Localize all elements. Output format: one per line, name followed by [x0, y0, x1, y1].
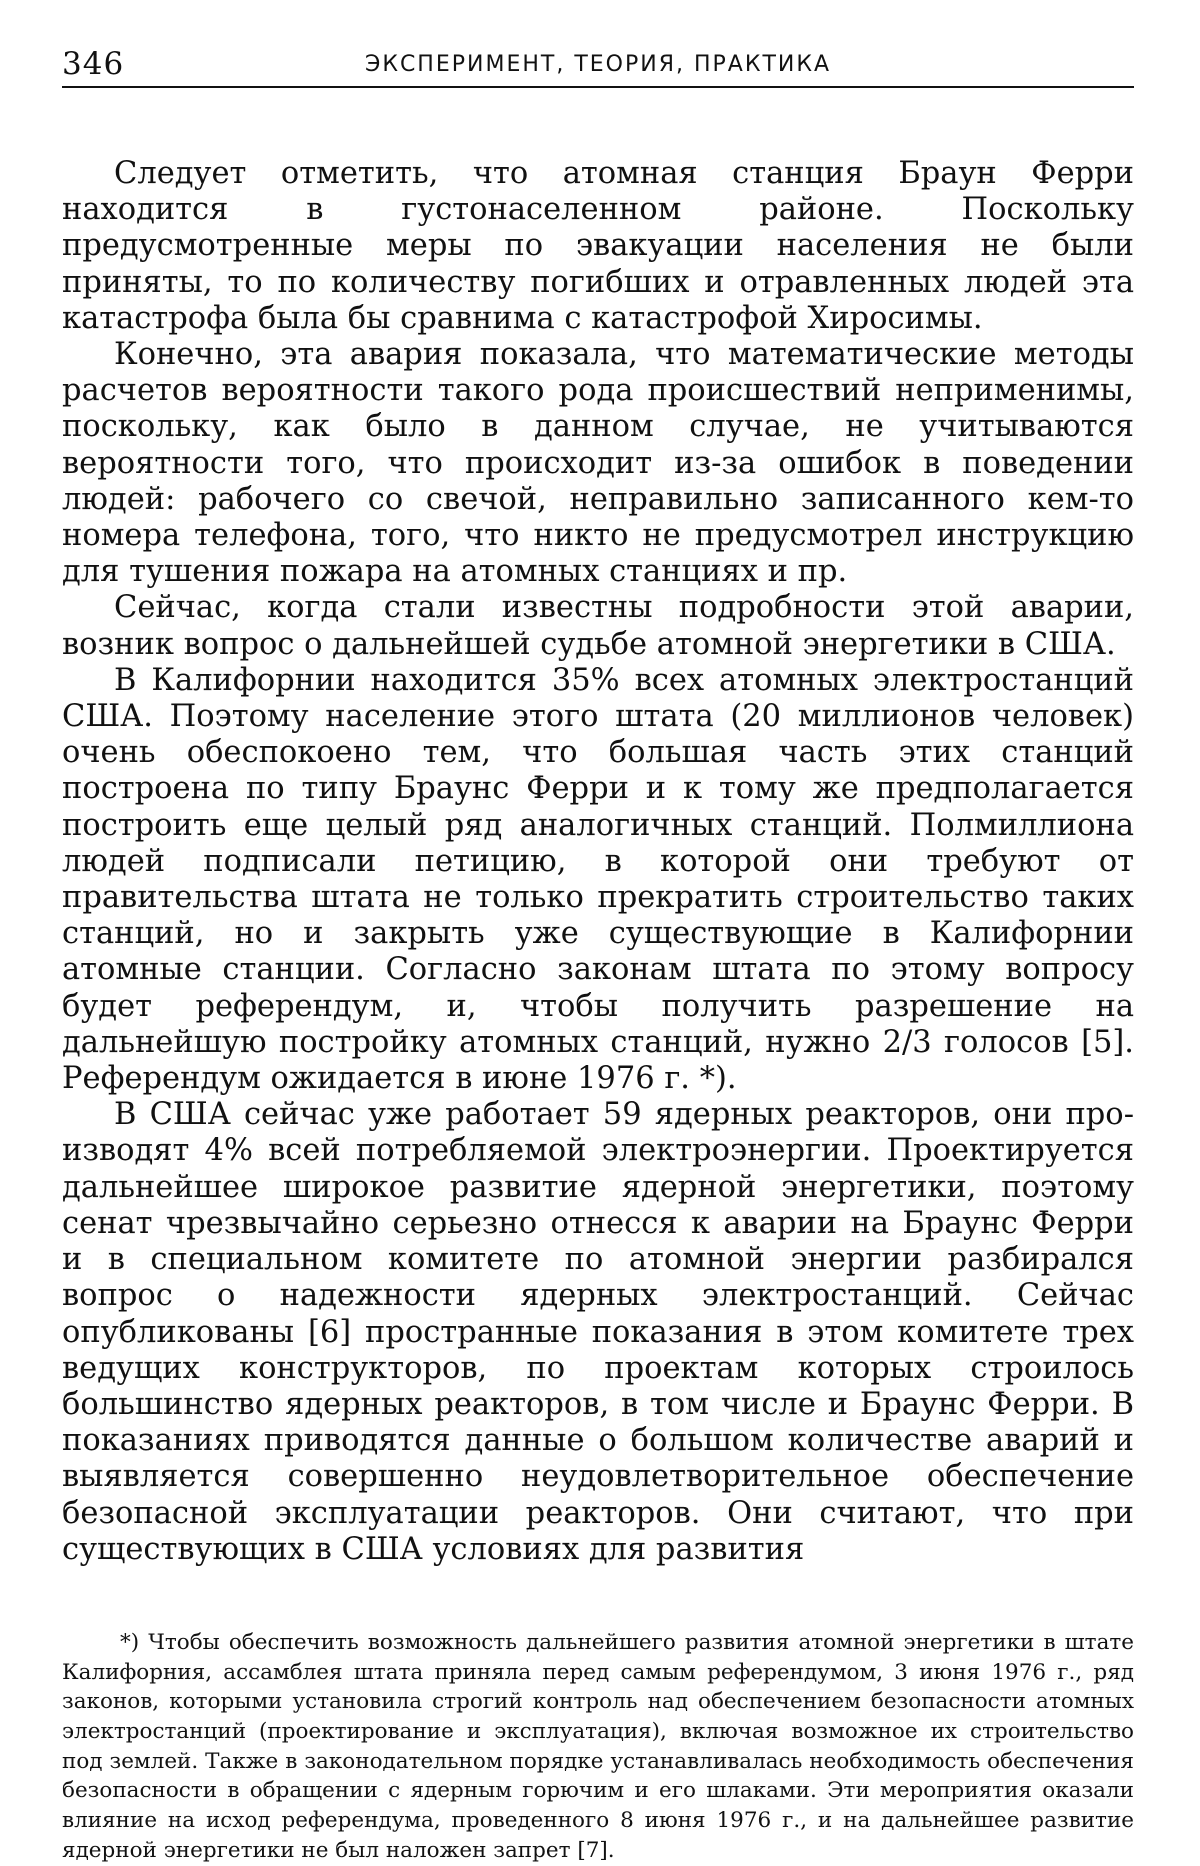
- paragraph: Конечно, эта авария показала, что математические методы расчетов вероятности такого рода происшествий неприменимы, поскольку, как было в данном случае, не учитываются вероятности того, что происходит из-за ошибок в поведении людей: рабочего со свечой, неправильно записанного кем-то номера телефона, того, что никто не предусмотрел инструкцию для тушения пожара на атомных станциях и пр.: [62, 337, 1134, 590]
- running-title: ЭКСПЕРИМЕНТ, ТЕОРИЯ, ПРАКТИКА: [364, 52, 832, 77]
- page-number: 346: [62, 46, 125, 82]
- book-page: [62, 40, 1134, 1866]
- paragraph: Следует отметить, что атомная станция Браун Ферри находится в густонаселенном районе. Поскольку предусмотренные меры по эвакуации населения не были приняты, то по количеству погибших и отравленных людей эта катастрофа была бы сравнима с катастрофой Хиросимы.: [62, 156, 1134, 336]
- paragraph: Сейчас, когда стали известны подробности этой аварии, возник вопрос о дальнейшей судьбе атомной энергетики в США.: [62, 590, 1134, 662]
- paragraph: В США сейчас уже работает 59 ядерных реакторов, они производят 4% всей потребляемой электроэнергии. Проектируется дальнейшее широкое развитие ядерной энергетики, поэтому сенат чрезвычайно серьезно отнесся к аварии на Браунс Ферри и в специальном комитете по атомной энергии разбирался вопрос о надежности ядерных электростанций. Сейчас опубликованы [6] пространные показания в этом комитете трех ведущих конструкторов, по проектам которых строилось большинство ядерных реакторов, в том числе и Браунс Ферри. В показаниях приводятся данные о большом количестве аварий и выявляется совершенно неудовлетворительное обеспечение безопасной эксплуатации реакторов. Они считают, что при существующих в США условиях для развития: [62, 1097, 1134, 1567]
- paragraph: В Калифорнии находится 35% всех атомных электростанций США. Поэтому население этого штата (20 миллионов человек) очень обеспокоено тем, что большая часть этих станций построена по типу Браунс Ферри и к тому же предполагается построить еще целый ряд аналогичных станций. Полмиллиона людей подписали петицию, в которой они требуют от правительства штата не только прекратить строительство таких станций, но и закрыть уже существующие в Калифорнии атомные станции. Согласно законам штата по этому вопросу будет референдум, и, чтобы получить разрешение на дальнейшую постройку атомных станций, нужно 2/3 голосов [5]. Референдум ожидается в июне 1976 г. *).: [62, 662, 1134, 1097]
- footnote-text: *) Чтобы обеспечить возможность дальнейшего развития атомной энергетики в штате Калифорния, ассамблея штата приняла перед самым референдумом, 3 июня 1976 г., ряд законов, которыми установила строгий контроль над обеспечением безопасности атомных электростанций (проектирование и эксплуатация), включая возможное их строительство под землей. Также в законодательном порядке устанавливалась необходимость обеспечения безопасности в обращении с ядерным горючим и его шлаками. Эти мероприятия оказали влияние на исход референдума, проведенного 8 июня 1976 г., и на дальнейшее развитие ядерной энергетики не был наложен запрет [7].: [62, 1629, 1134, 1863]
- body-text: [62, 156, 1134, 1568]
- footnote: [62, 1628, 1134, 1866]
- running-head: [62, 40, 1134, 88]
